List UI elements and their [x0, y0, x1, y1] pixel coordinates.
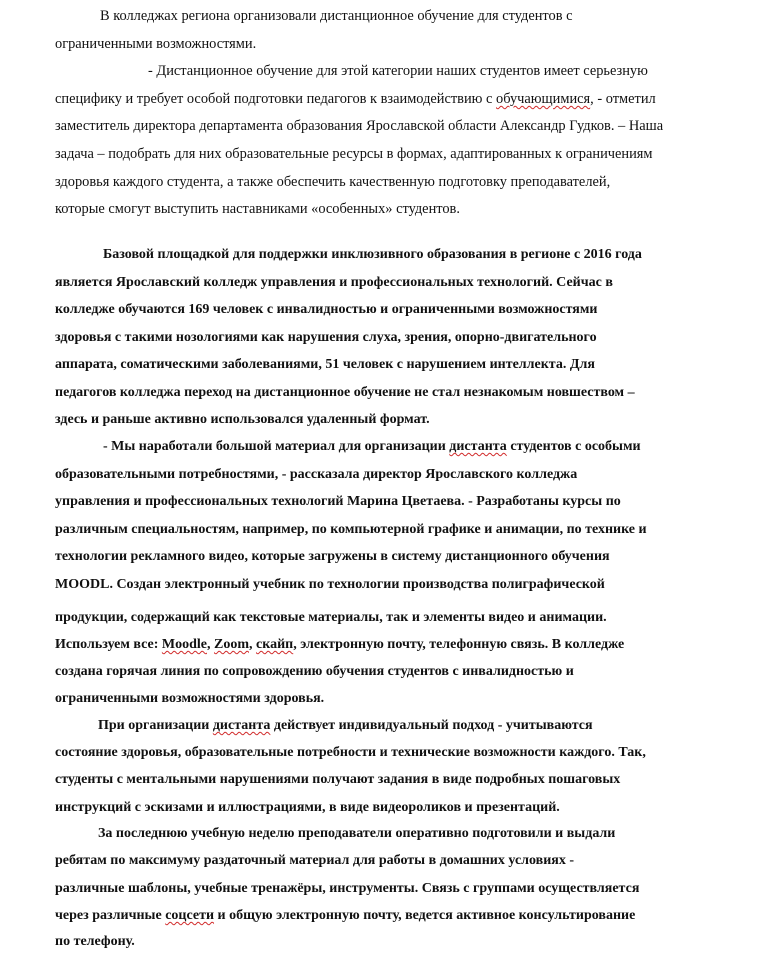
text-run: и общую электронную почту, ведется активное консультирование: [214, 908, 636, 923]
text-run: здоровья с такими нозологиями как нарушения слуха, зрения, опорно-двигательного: [55, 330, 597, 345]
text-run: ,: [207, 637, 214, 652]
text-run: специфику и требует особой подготовки педагогов к взаимодействию с: [55, 91, 497, 107]
text-run: , - отметил: [590, 91, 656, 107]
text-line: [55, 493, 621, 511]
text-line: [55, 744, 646, 762]
text-line: [55, 690, 324, 708]
text-line: [55, 301, 597, 319]
text-run: , электронную почту, телефонную связь. В колледже: [293, 637, 625, 652]
text-line: [55, 117, 663, 135]
text-line: [55, 384, 635, 402]
text-run: которые смогут выступить наставниками «особенных» студентов.: [55, 201, 460, 217]
text-run: ребятам по максимуму раздаточный материал для работы в домашних условиях -: [55, 853, 575, 868]
text-line: [55, 329, 597, 347]
text-run: технологии рекламного видео, которые загружены в систему дистанционного обучения: [55, 549, 610, 564]
text-run: педагогов колледжа переход на дистанционное обучение не стал незнакомым новшеством –: [55, 385, 635, 400]
text-run: - Мы наработали большой материал для организации: [103, 439, 450, 454]
text-line: [55, 466, 577, 484]
spellcheck-word: Zoom: [214, 637, 249, 652]
text-run: колледже обучаются 169 человек с инвалидностью и ограниченными возможностями: [55, 302, 598, 317]
text-run: ограниченными возможностями.: [55, 36, 257, 52]
text-line: [55, 274, 613, 292]
text-run: студентов с особыми: [506, 439, 641, 454]
text-run: Используем все:: [55, 637, 162, 652]
text-run: продукции, содержащий как текстовые материалы, так и элементы видео и анимации.: [55, 610, 607, 625]
text-line: [55, 880, 639, 898]
text-run: - Дистанционное обучение для этой категории наших студентов имеет серьезную: [148, 63, 648, 79]
text-run: студенты с ментальными нарушениями получают задания в виде подробных пошаговых: [55, 772, 621, 787]
text-run: через различные: [55, 908, 166, 923]
text-run: здоровья каждого студента, а также обеспечить качественную подготовку преподавателей,: [55, 174, 611, 190]
spellcheck-word: дистанта: [449, 439, 507, 454]
text-line: [55, 521, 647, 539]
text-line: [55, 771, 620, 789]
text-run: образовательными потребностями, - рассказала директор Ярославского колледжа: [55, 467, 578, 482]
text-line: [55, 35, 256, 53]
text-run: является Ярославский колледж управления и профессиональных технологий. Сейчас в: [55, 275, 613, 290]
text-line: [55, 663, 574, 681]
spellcheck-word: Moodle: [161, 637, 207, 652]
spellcheck-word: соцсети: [165, 908, 215, 923]
text-line: [55, 933, 135, 951]
text-line: [55, 173, 610, 191]
spellcheck-word: скайп: [256, 637, 294, 652]
text-line: [103, 438, 641, 456]
text-run: В колледжах региона организовали дистанционное обучение для студентов с: [100, 8, 573, 24]
text-line: [55, 636, 624, 654]
text-line: [100, 7, 573, 25]
text-run: Базовой площадкой для поддержки инклюзивного образования в регионе с 2016 года: [103, 247, 642, 262]
text-line: [55, 411, 430, 429]
text-run: аппарата, соматическими заболеваниями, 51 человек с нарушением интеллекта. Для: [55, 357, 595, 372]
text-run: заместитель директора департамента образования Ярославской области Александр Гудков. – Наша: [55, 118, 664, 134]
text-run: За последнюю учебную неделю преподаватели оперативно подготовили и выдали: [98, 826, 616, 841]
spellcheck-word: дистанта: [212, 718, 271, 733]
text-line: [55, 145, 653, 163]
text-run: инструкций с эскизами и иллюстрациями, в виде видеороликов и презентаций.: [55, 800, 560, 815]
text-line: [55, 356, 595, 374]
text-line: [98, 825, 615, 843]
text-run: При организации: [98, 718, 213, 733]
text-run: задача – подобрать для них образовательные ресурсы в формах, адаптированных к ограничениям: [55, 146, 653, 162]
text-run: по телефону.: [55, 934, 135, 949]
text-line: [55, 90, 656, 108]
text-line: [55, 799, 560, 817]
text-line: [98, 717, 593, 735]
text-run: различные шаблоны, учебные тренажёры, инструменты. Связь с группами осуществляется: [55, 881, 640, 896]
text-run: MOODL. Создан электронный учебник по технологии производства полиграфической: [55, 577, 605, 592]
text-line: [55, 576, 605, 594]
text-run: ,: [249, 637, 256, 652]
text-run: различным специальностям, например, по компьютерной графике и анимации, по технике и: [55, 522, 647, 537]
text-run: ограниченными возможностями здоровья.: [55, 691, 325, 706]
text-run: создана горячая линия по сопровождению обучения студентов с инвалидностью и: [55, 664, 574, 679]
text-line: [55, 548, 610, 566]
spellcheck-word: обучающимися: [496, 91, 591, 107]
text-line: [55, 852, 574, 870]
text-line: [55, 907, 635, 925]
text-line: [55, 200, 460, 218]
text-line: [103, 246, 642, 264]
text-run: состояние здоровья, образовательные потребности и технические возможности каждого. Так,: [55, 745, 646, 760]
text-run: здесь и раньше активно использовался удаленный формат.: [55, 412, 430, 427]
text-run: действует индивидуальный подход - учитываются: [270, 718, 593, 733]
text-line: [55, 609, 607, 627]
text-run: управления и профессиональных технологий Марина Цветаева. - Разработаны курсы по: [55, 494, 621, 509]
text-line: [148, 62, 648, 80]
